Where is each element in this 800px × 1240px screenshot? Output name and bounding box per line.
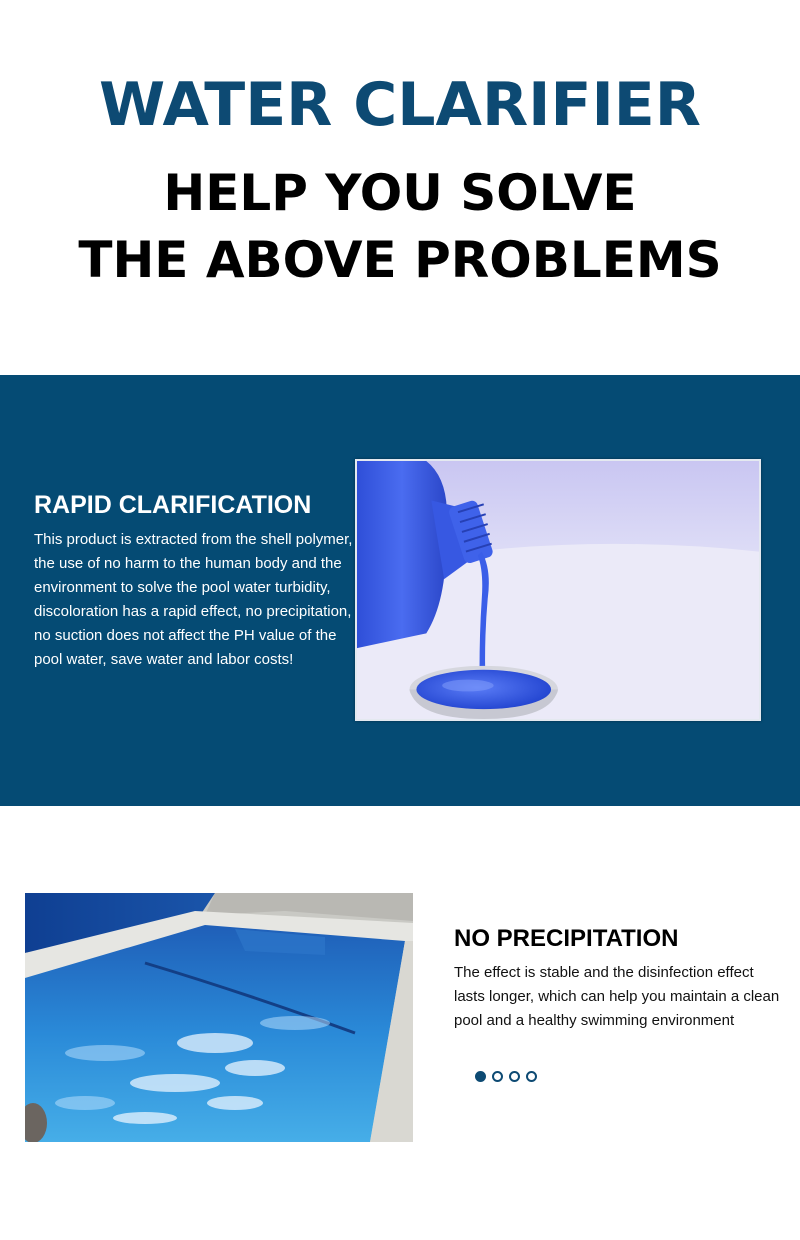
carousel-dot-4[interactable] — [526, 1071, 537, 1082]
page-title: WATER CLARIFIER — [99, 70, 701, 140]
page-subtitle-line-2: THE ABOVE PROBLEMS — [78, 231, 722, 289]
feature-title-no-precipitation: NO PRECIPITATION — [454, 925, 679, 952]
swimming-pool-image — [25, 893, 413, 1142]
carousel-dot-3[interactable] — [509, 1071, 520, 1082]
feature-text-rapid-clarification: This product is extracted from the shell polymer, the use of no harm to the human body and the environment to solve the pool water turbidity, discoloration has a rapid effect, no precipitation, no suction does not affect the PH value of the pool water, save water and labor costs! — [34, 531, 353, 668]
carousel-dots — [475, 1070, 537, 1082]
page-subtitle-line-1: HELP YOU SOLVE — [163, 164, 637, 222]
feature-text-no-precipitation: The effect is stable and the disinfection effect lasts longer, which can help you maintain a clean pool and a healthy swimming environment — [454, 964, 780, 1029]
carousel-dot-2[interactable] — [492, 1071, 503, 1082]
feature-title-rapid-clarification: RAPID CLARIFICATION — [34, 491, 312, 519]
liquid-pour-image — [355, 459, 761, 721]
carousel-dot-1[interactable] — [475, 1071, 486, 1082]
